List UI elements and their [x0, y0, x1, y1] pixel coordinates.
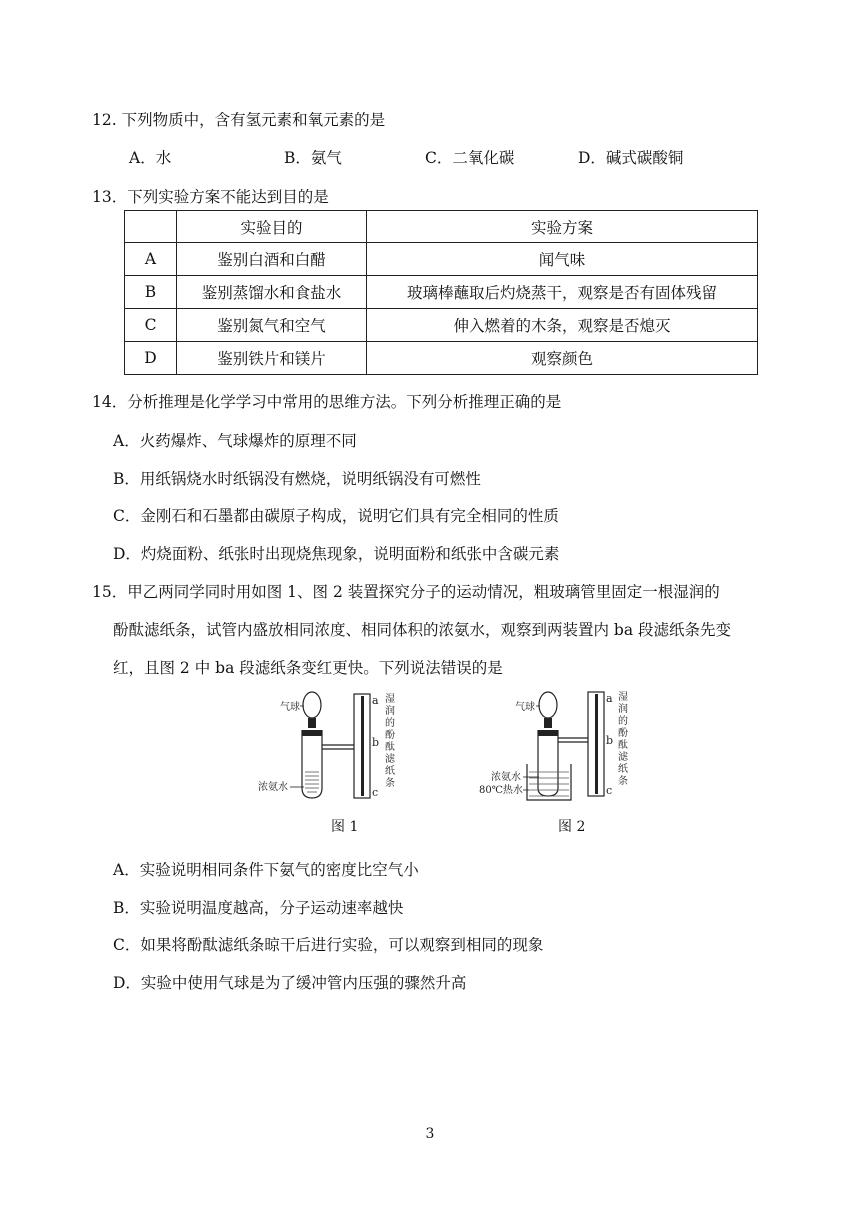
balloon-label: 气球: [515, 702, 535, 713]
table-header-cell: 实验目的: [177, 211, 367, 243]
table-header-cell: 实验方案: [367, 211, 758, 243]
table-cell: 鉴别铁片和镁片: [177, 342, 367, 375]
strip-label-char: 酚: [385, 730, 395, 741]
q15-option-c: C．如果将酚酞滤纸条晾干后进行实验，可以观察到相同的现象: [113, 936, 544, 954]
q13-stem: 13．下列实验方案不能达到目的是: [92, 188, 329, 206]
q12-option-d: D．碱式碳酸铜: [578, 149, 684, 167]
table-cell: 鉴别白酒和白醋: [177, 243, 367, 276]
figure-1-caption: 图 1: [331, 819, 359, 835]
test-tube-icon: [538, 730, 558, 796]
table-cell: 鉴别蒸馏水和食盐水: [177, 276, 367, 309]
table-cell: B: [125, 276, 177, 309]
figure-1-apparatus: [250, 688, 410, 804]
page-number: 3: [425, 1126, 435, 1142]
point-a-label: a: [372, 694, 379, 707]
stopper-icon: [308, 718, 316, 728]
table-cell: C: [125, 309, 177, 342]
point-c-label: c: [372, 786, 379, 799]
table-row: [125, 309, 758, 342]
strip-label-char: 润: [385, 706, 395, 717]
table-cell: 玻璃棒蘸取后灼烧蒸干，观察是否有固体残留: [367, 276, 758, 309]
filter-paper-strip-icon: [361, 696, 364, 796]
strip-vertical-label: [385, 693, 396, 789]
q15-stem-line-1: 15．甲乙两同学同时用如图 1、图 2 装置探究分子的运动情况，粗玻璃管里固定一根湿润的: [92, 583, 720, 601]
q15-option-b: B．实验说明温度越高，分子运动速率越快: [113, 899, 404, 917]
q14-option-a: A．火药爆炸、气球爆炸的原理不同: [113, 432, 357, 450]
table-cell: 鉴别氮气和空气: [177, 309, 367, 342]
q14-stem: 14．分析推理是化学学习中常用的思维方法。下列分析推理正确的是: [92, 393, 562, 411]
table-cell: A: [125, 243, 177, 276]
liquid-label: 浓氨水: [491, 772, 521, 783]
strip-label-char: 酚: [618, 728, 628, 739]
table-cell: 闻气味: [367, 243, 758, 276]
stopper-icon: [544, 718, 552, 728]
table-cell: 观察颜色: [367, 342, 758, 375]
table-row: [125, 276, 758, 309]
q12-option-a: A．水: [129, 149, 172, 167]
q12-option-c: C．二氧化碳: [425, 149, 515, 167]
strip-label-char: 条: [385, 778, 395, 789]
q12-stem: 12. 下列物质中，含有氢元素和氧元素的是: [92, 111, 386, 129]
strip-label-char: 纸: [618, 764, 628, 775]
hot-water-icon: [529, 772, 569, 796]
figure-2-caption: 图 2: [558, 819, 586, 835]
strip-label-char: 润: [618, 704, 628, 715]
point-b-label: b: [372, 736, 380, 749]
strip-label-char: 酞: [385, 742, 395, 753]
q14-option-c: C．金刚石和石墨都由碳原子构成，说明它们具有完全相同的性质: [113, 507, 559, 525]
liquid-label: 浓氨水: [258, 782, 288, 793]
filter-paper-strip-icon: [595, 694, 598, 794]
ammonia-liquid-icon: [305, 772, 319, 792]
strip-label-char: 的: [385, 718, 395, 729]
q15-stem-line-2: 酚酞滤纸条，试管内盛放相同浓度、相同体积的浓氨水，观察到两装置内 ba 段滤纸条先变: [113, 621, 732, 639]
q15-option-a: A．实验说明相同条件下氨气的密度比空气小: [113, 861, 419, 879]
point-b-label: b: [606, 734, 614, 747]
point-a-label: a: [606, 692, 613, 705]
strip-label-char: 纸: [385, 766, 395, 777]
strip-vertical-label: [618, 691, 629, 787]
strip-label-char: 滤: [385, 754, 395, 765]
table-row: [125, 243, 758, 276]
q15-stem-line-3: 红，且图 2 中 ba 段滤纸条变红更快。下列说法错误的是: [113, 659, 503, 677]
strip-label-char: 滤: [618, 752, 628, 763]
bath-label: 80℃热水: [479, 785, 523, 796]
q13-table: [124, 210, 758, 375]
point-c-label: c: [606, 784, 613, 797]
beaker-icon: [527, 764, 571, 800]
table-header-cell: [125, 211, 177, 243]
q12-option-b: B．氨气: [284, 149, 342, 167]
balloon-icon: [303, 692, 321, 718]
balloon-icon: [539, 692, 557, 718]
strip-label-char: 的: [618, 716, 628, 727]
table-cell: 伸入燃着的木条，观察是否熄灭: [367, 309, 758, 342]
table-header-row: [125, 211, 758, 243]
strip-label-char: 酞: [618, 740, 628, 751]
q14-option-d: D．灼烧面粉、纸张时出现烧焦现象，说明面粉和纸张中含碳元素: [113, 545, 560, 563]
strip-label-char: 湿: [618, 692, 628, 703]
strip-label-char: 湿: [385, 694, 395, 705]
q15-option-d: D．实验中使用气球是为了缓冲管内压强的骤然升高: [113, 974, 467, 992]
q14-option-b: B．用纸锅烧水时纸锅没有燃烧，说明纸锅没有可燃性: [113, 470, 481, 488]
table-cell: D: [125, 342, 177, 375]
strip-label-char: 条: [618, 776, 628, 787]
table-row: [125, 342, 758, 375]
balloon-label: 气球: [280, 702, 300, 713]
figure-2-apparatus: [475, 688, 640, 804]
